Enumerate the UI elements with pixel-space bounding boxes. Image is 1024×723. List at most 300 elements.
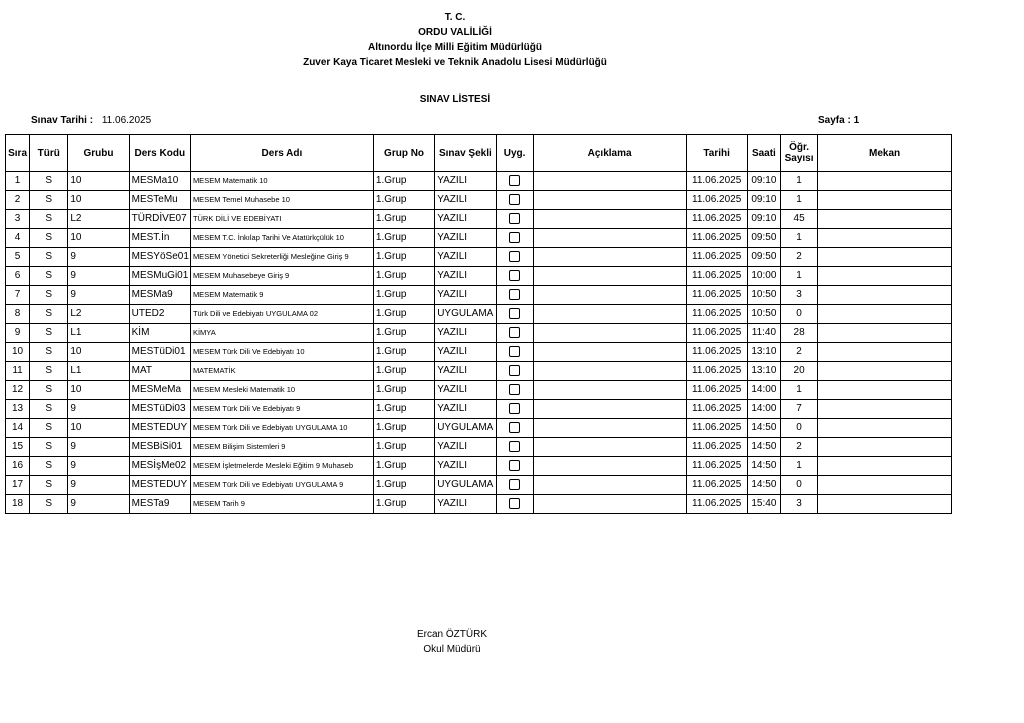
cell-grup-no: 1.Grup [373, 210, 434, 229]
cell-ogr-sayisi: 0 [780, 419, 817, 438]
cell-ders-adi: MESEM Mesleki Matematik 10 [190, 381, 373, 400]
cell-sinav-sekli: YAZILI [435, 457, 496, 476]
cell-uyg [496, 286, 533, 305]
cell-grubu: 10 [68, 191, 129, 210]
cell-ders-kodu: MAT [129, 362, 190, 381]
cell-tarihi: 11.06.2025 [686, 324, 747, 343]
cell-tarihi: 11.06.2025 [686, 191, 747, 210]
cell-ogr-sayisi: 45 [780, 210, 817, 229]
cell-mekan [818, 381, 952, 400]
table-row [6, 286, 952, 305]
cell-mekan [818, 476, 952, 495]
table-row [6, 400, 952, 419]
cell-grubu: 9 [68, 248, 129, 267]
cell-sinav-sekli: YAZILI [435, 267, 496, 286]
page-number-value: 1 [853, 115, 860, 126]
cell-mekan [818, 172, 952, 191]
cell-mekan [818, 362, 952, 381]
column-header-sinav-sekli: Sınav Şekli [435, 135, 496, 172]
uyg-checkbox[interactable] [509, 479, 520, 490]
cell-turu: S [30, 191, 68, 210]
cell-grubu: 9 [68, 438, 129, 457]
column-header-grubu: Grubu [68, 135, 129, 172]
cell-ders-kodu: MESYöSe01 [129, 248, 190, 267]
cell-tarihi: 11.06.2025 [686, 210, 747, 229]
page-number [818, 115, 859, 126]
cell-grubu: 9 [68, 495, 129, 514]
column-header-mekan: Mekan [818, 135, 952, 172]
cell-tarihi: 11.06.2025 [686, 172, 747, 191]
cell-sira: 5 [6, 248, 30, 267]
cell-mekan [818, 248, 952, 267]
cell-sira: 12 [6, 381, 30, 400]
cell-ders-adi: MESEM Türk Dili Ve Edebiyatı 9 [190, 400, 373, 419]
cell-ders-kodu: TÜRDİVE07 [129, 210, 190, 229]
cell-turu: S [30, 362, 68, 381]
cell-aciklama [533, 476, 686, 495]
cell-grup-no: 1.Grup [373, 248, 434, 267]
uyg-checkbox[interactable] [509, 460, 520, 471]
cell-ders-adi: MESEM T.C. İnkılap Tarihi Ve Atatürkçülük 10 [190, 229, 373, 248]
cell-sira: 2 [6, 191, 30, 210]
cell-mekan [818, 210, 952, 229]
cell-turu: S [30, 400, 68, 419]
cell-mekan [818, 400, 952, 419]
cell-ders-adi: MATEMATİK [190, 362, 373, 381]
cell-ogr-sayisi: 1 [780, 191, 817, 210]
cell-tarihi: 11.06.2025 [686, 476, 747, 495]
cell-aciklama [533, 457, 686, 476]
cell-sinav-sekli: YAZILI [435, 172, 496, 191]
cell-aciklama [533, 286, 686, 305]
cell-sira: 8 [6, 305, 30, 324]
cell-sinav-sekli: YAZILI [435, 324, 496, 343]
cell-sinav-sekli: YAZILI [435, 229, 496, 248]
table-row [6, 248, 952, 267]
cell-uyg [496, 381, 533, 400]
cell-sira: 7 [6, 286, 30, 305]
cell-uyg [496, 495, 533, 514]
cell-grubu: L2 [68, 305, 129, 324]
cell-saati: 10:50 [747, 305, 780, 324]
cell-aciklama [533, 495, 686, 514]
cell-sira: 18 [6, 495, 30, 514]
cell-uyg [496, 210, 533, 229]
cell-tarihi: 11.06.2025 [686, 495, 747, 514]
cell-sira: 4 [6, 229, 30, 248]
cell-ders-adi: MESEM Yönetici Sekreterliği Mesleğine Giriş 9 [190, 248, 373, 267]
cell-aciklama [533, 229, 686, 248]
cell-mekan [818, 229, 952, 248]
cell-grubu: L1 [68, 324, 129, 343]
header-line-valilik: ORDU VALİLİĞİ [418, 27, 492, 38]
cell-ders-kodu: MESTEDUY [129, 476, 190, 495]
cell-sira: 16 [6, 457, 30, 476]
cell-sira: 15 [6, 438, 30, 457]
cell-saati: 10:00 [747, 267, 780, 286]
cell-sira: 10 [6, 343, 30, 362]
cell-aciklama [533, 172, 686, 191]
cell-ders-kodu: MESMa9 [129, 286, 190, 305]
table-row [6, 495, 952, 514]
exam-date-value: 11.06.2025 [101, 115, 152, 126]
cell-saati: 10:50 [747, 286, 780, 305]
cell-uyg [496, 324, 533, 343]
column-header-turu: Türü [30, 135, 68, 172]
cell-uyg [496, 248, 533, 267]
column-header-ogr-sayisi: Öğr. Sayısı [780, 135, 817, 172]
cell-saati: 14:00 [747, 400, 780, 419]
cell-ders-kodu: MESTüDi03 [129, 400, 190, 419]
cell-mekan [818, 191, 952, 210]
table-row [6, 362, 952, 381]
cell-ders-adi: TÜRK DİLİ VE EDEBİYATI [190, 210, 373, 229]
exam-table [5, 134, 952, 514]
uyg-checkbox[interactable] [509, 365, 520, 376]
cell-grubu: 10 [68, 419, 129, 438]
cell-grup-no: 1.Grup [373, 419, 434, 438]
cell-grubu: L2 [68, 210, 129, 229]
cell-ders-kodu: MESMeMa [129, 381, 190, 400]
cell-saati: 14:50 [747, 457, 780, 476]
cell-uyg [496, 229, 533, 248]
cell-saati: 14:00 [747, 381, 780, 400]
cell-grup-no: 1.Grup [373, 362, 434, 381]
cell-tarihi: 11.06.2025 [686, 362, 747, 381]
table-row [6, 191, 952, 210]
cell-grup-no: 1.Grup [373, 438, 434, 457]
table-row [6, 343, 952, 362]
column-header-ders-kodu: Ders Kodu [129, 135, 190, 172]
cell-ders-kodu: MESMuGi01 [129, 267, 190, 286]
cell-sinav-sekli: YAZILI [435, 286, 496, 305]
cell-turu: S [30, 438, 68, 457]
cell-saati: 14:50 [747, 419, 780, 438]
cell-ogr-sayisi: 0 [780, 476, 817, 495]
cell-ders-adi: MESEM Bilişim Sistemleri 9 [190, 438, 373, 457]
cell-turu: S [30, 324, 68, 343]
cell-uyg [496, 400, 533, 419]
cell-tarihi: 11.06.2025 [686, 267, 747, 286]
cell-ogr-sayisi: 2 [780, 248, 817, 267]
header-line-tc: T. C. [444, 12, 466, 23]
cell-grup-no: 1.Grup [373, 476, 434, 495]
cell-uyg [496, 267, 533, 286]
cell-ders-kodu: MESMa10 [129, 172, 190, 191]
cell-ders-kodu: MESBiSi01 [129, 438, 190, 457]
cell-mekan [818, 305, 952, 324]
cell-ogr-sayisi: 7 [780, 400, 817, 419]
cell-aciklama [533, 210, 686, 229]
cell-ogr-sayisi: 1 [780, 229, 817, 248]
uyg-checkbox[interactable] [509, 270, 520, 281]
cell-ders-kodu: MEST.İn [129, 229, 190, 248]
cell-aciklama [533, 324, 686, 343]
uyg-checkbox[interactable] [509, 346, 520, 357]
uyg-checkbox[interactable] [509, 175, 520, 186]
cell-aciklama [533, 267, 686, 286]
cell-sinav-sekli: YAZILI [435, 438, 496, 457]
cell-grup-no: 1.Grup [373, 343, 434, 362]
table-row [6, 172, 952, 191]
cell-aciklama [533, 305, 686, 324]
signature-name: Ercan ÖZTÜRK [416, 629, 487, 640]
cell-turu: S [30, 495, 68, 514]
cell-aciklama [533, 343, 686, 362]
cell-ogr-sayisi: 3 [780, 495, 817, 514]
cell-grup-no: 1.Grup [373, 267, 434, 286]
cell-ders-adi: MESEM Matematik 9 [190, 286, 373, 305]
cell-sinav-sekli: YAZILI [435, 400, 496, 419]
cell-grubu: 10 [68, 343, 129, 362]
cell-saati: 09:50 [747, 248, 780, 267]
cell-mekan [818, 324, 952, 343]
signature-title: Okul Müdürü [423, 644, 481, 655]
exam-date-label: Sınav Tarihi : [31, 115, 94, 126]
cell-ogr-sayisi: 2 [780, 438, 817, 457]
cell-ders-adi: MESEM Temel Muhasebe 10 [190, 191, 373, 210]
cell-uyg [496, 419, 533, 438]
cell-ders-adi: MESEM İşletmelerde Mesleki Eğitim 9 Muhaseb [190, 457, 373, 476]
cell-grup-no: 1.Grup [373, 305, 434, 324]
cell-ders-kodu: MESTüDi01 [129, 343, 190, 362]
column-header-saati: Saati [747, 135, 780, 172]
cell-ders-adi: MESEM Matematik 10 [190, 172, 373, 191]
cell-sira: 17 [6, 476, 30, 495]
cell-ders-kodu: UTED2 [129, 305, 190, 324]
table-row [6, 438, 952, 457]
cell-mekan [818, 343, 952, 362]
cell-sinav-sekli: YAZILI [435, 191, 496, 210]
cell-sinav-sekli: YAZILI [435, 495, 496, 514]
cell-mekan [818, 267, 952, 286]
cell-sira: 3 [6, 210, 30, 229]
cell-turu: S [30, 229, 68, 248]
cell-tarihi: 11.06.2025 [686, 419, 747, 438]
cell-sinav-sekli: YAZILI [435, 381, 496, 400]
cell-ders-adi: KİMYA [190, 324, 373, 343]
cell-mekan [818, 419, 952, 438]
column-header-aciklama: Açıklama [533, 135, 686, 172]
uyg-checkbox[interactable] [509, 441, 520, 452]
cell-aciklama [533, 419, 686, 438]
cell-aciklama [533, 191, 686, 210]
cell-saati: 15:40 [747, 495, 780, 514]
cell-ogr-sayisi: 1 [780, 172, 817, 191]
cell-turu: S [30, 381, 68, 400]
cell-aciklama [533, 438, 686, 457]
cell-ders-adi: MESEM Türk Dili Ve Edebiyatı 10 [190, 343, 373, 362]
cell-ogr-sayisi: 1 [780, 457, 817, 476]
cell-ogr-sayisi: 1 [780, 267, 817, 286]
cell-sira: 14 [6, 419, 30, 438]
uyg-checkbox[interactable] [509, 403, 520, 414]
cell-turu: S [30, 457, 68, 476]
cell-uyg [496, 305, 533, 324]
cell-uyg [496, 457, 533, 476]
cell-sira: 1 [6, 172, 30, 191]
cell-saati: 14:50 [747, 438, 780, 457]
cell-grubu: 9 [68, 476, 129, 495]
cell-grubu: 10 [68, 229, 129, 248]
column-header-grup-no: Grup No [373, 135, 434, 172]
cell-ders-kodu: MESTeMu [129, 191, 190, 210]
uyg-checkbox[interactable] [509, 384, 520, 395]
cell-grubu: 10 [68, 172, 129, 191]
cell-uyg [496, 476, 533, 495]
cell-grubu: 10 [68, 381, 129, 400]
cell-grup-no: 1.Grup [373, 191, 434, 210]
uyg-checkbox[interactable] [509, 308, 520, 319]
cell-ders-adi: MESEM Türk Dili ve Edebiyatı UYGULAMA 10 [190, 419, 373, 438]
uyg-checkbox[interactable] [509, 213, 520, 224]
cell-ogr-sayisi: 2 [780, 343, 817, 362]
cell-tarihi: 11.06.2025 [686, 438, 747, 457]
cell-grup-no: 1.Grup [373, 457, 434, 476]
column-header-tarihi: Tarihi [686, 135, 747, 172]
cell-ders-kodu: MESTa9 [129, 495, 190, 514]
cell-saati: 09:10 [747, 172, 780, 191]
cell-sinav-sekli: YAZILI [435, 210, 496, 229]
cell-tarihi: 11.06.2025 [686, 381, 747, 400]
page-title: SINAV LİSTESİ [419, 94, 491, 105]
cell-tarihi: 11.06.2025 [686, 229, 747, 248]
cell-turu: S [30, 476, 68, 495]
uyg-checkbox[interactable] [509, 289, 520, 300]
cell-ogr-sayisi: 3 [780, 286, 817, 305]
cell-sinav-sekli: YAZILI [435, 362, 496, 381]
cell-ogr-sayisi: 28 [780, 324, 817, 343]
column-header-ders-adi: Ders Adı [190, 135, 373, 172]
cell-turu: S [30, 172, 68, 191]
cell-grup-no: 1.Grup [373, 495, 434, 514]
cell-sira: 9 [6, 324, 30, 343]
cell-tarihi: 11.06.2025 [686, 248, 747, 267]
cell-grup-no: 1.Grup [373, 381, 434, 400]
uyg-checkbox[interactable] [509, 232, 520, 243]
cell-ders-kodu: KİM [129, 324, 190, 343]
cell-sira: 6 [6, 267, 30, 286]
table-row [6, 305, 952, 324]
cell-saati: 14:50 [747, 476, 780, 495]
cell-sinav-sekli: YAZILI [435, 248, 496, 267]
cell-mekan [818, 438, 952, 457]
cell-grubu: L1 [68, 362, 129, 381]
cell-grup-no: 1.Grup [373, 324, 434, 343]
table-row [6, 419, 952, 438]
cell-uyg [496, 343, 533, 362]
header-line-mudurluk: Altınordu İlçe Milli Eğitim Müdürlüğü [368, 42, 542, 53]
page-number-label: Sayfa : [818, 115, 851, 126]
table-header-row [6, 135, 952, 172]
table-row [6, 324, 952, 343]
cell-sinav-sekli: YAZILI [435, 343, 496, 362]
cell-aciklama [533, 381, 686, 400]
table-row [6, 476, 952, 495]
cell-aciklama [533, 248, 686, 267]
cell-grup-no: 1.Grup [373, 286, 434, 305]
cell-turu: S [30, 419, 68, 438]
header-line-okul: Zuver Kaya Ticaret Mesleki ve Teknik Anadolu Lisesi Müdürlüğü [303, 57, 607, 68]
cell-saati: 11:40 [747, 324, 780, 343]
uyg-checkbox[interactable] [509, 194, 520, 205]
cell-ders-kodu: MESİşMe02 [129, 457, 190, 476]
cell-grubu: 9 [68, 286, 129, 305]
cell-uyg [496, 191, 533, 210]
cell-turu: S [30, 267, 68, 286]
cell-saati: 09:10 [747, 210, 780, 229]
cell-uyg [496, 438, 533, 457]
cell-saati: 09:50 [747, 229, 780, 248]
cell-turu: S [30, 286, 68, 305]
cell-saati: 13:10 [747, 362, 780, 381]
column-header-sira: Sıra [6, 135, 30, 172]
signature-block [0, 627, 904, 657]
cell-grubu: 9 [68, 400, 129, 419]
cell-turu: S [30, 248, 68, 267]
table-row [6, 210, 952, 229]
column-header-uyg: Uyg. [496, 135, 533, 172]
cell-ogr-sayisi: 1 [780, 381, 817, 400]
uyg-checkbox[interactable] [509, 327, 520, 338]
cell-grup-no: 1.Grup [373, 172, 434, 191]
uyg-checkbox[interactable] [509, 422, 520, 433]
cell-ders-adi: MESEM Türk Dili ve Edebiyatı UYGULAMA 9 [190, 476, 373, 495]
table-row [6, 457, 952, 476]
cell-grup-no: 1.Grup [373, 229, 434, 248]
cell-turu: S [30, 343, 68, 362]
exam-date [31, 115, 151, 126]
cell-grubu: 9 [68, 457, 129, 476]
cell-saati: 09:10 [747, 191, 780, 210]
cell-sinav-sekli: UYGULAMA [435, 419, 496, 438]
cell-ders-kodu: MESTEDUY [129, 419, 190, 438]
cell-ders-adi: Türk Dili ve Edebiyatı UYGULAMA 02 [190, 305, 373, 324]
cell-ders-adi: MESEM Tarih 9 [190, 495, 373, 514]
cell-uyg [496, 362, 533, 381]
cell-grup-no: 1.Grup [373, 400, 434, 419]
table-row [6, 229, 952, 248]
cell-tarihi: 11.06.2025 [686, 343, 747, 362]
cell-ders-adi: MESEM Muhasebeye Giriş 9 [190, 267, 373, 286]
cell-tarihi: 11.06.2025 [686, 457, 747, 476]
cell-mekan [818, 286, 952, 305]
cell-aciklama [533, 400, 686, 419]
cell-turu: S [30, 210, 68, 229]
cell-sira: 11 [6, 362, 30, 381]
uyg-checkbox[interactable] [509, 251, 520, 262]
cell-tarihi: 11.06.2025 [686, 305, 747, 324]
cell-sira: 13 [6, 400, 30, 419]
cell-aciklama [533, 362, 686, 381]
uyg-checkbox[interactable] [509, 498, 520, 509]
cell-turu: S [30, 305, 68, 324]
cell-ogr-sayisi: 20 [780, 362, 817, 381]
document-header [0, 10, 910, 107]
cell-uyg [496, 172, 533, 191]
cell-sinav-sekli: UYGULAMA [435, 476, 496, 495]
cell-mekan [818, 457, 952, 476]
cell-ogr-sayisi: 0 [780, 305, 817, 324]
cell-tarihi: 11.06.2025 [686, 400, 747, 419]
cell-saati: 13:10 [747, 343, 780, 362]
cell-sinav-sekli: UYGULAMA [435, 305, 496, 324]
cell-grubu: 9 [68, 267, 129, 286]
table-row [6, 381, 952, 400]
cell-mekan [818, 495, 952, 514]
cell-tarihi: 11.06.2025 [686, 286, 747, 305]
table-row [6, 267, 952, 286]
